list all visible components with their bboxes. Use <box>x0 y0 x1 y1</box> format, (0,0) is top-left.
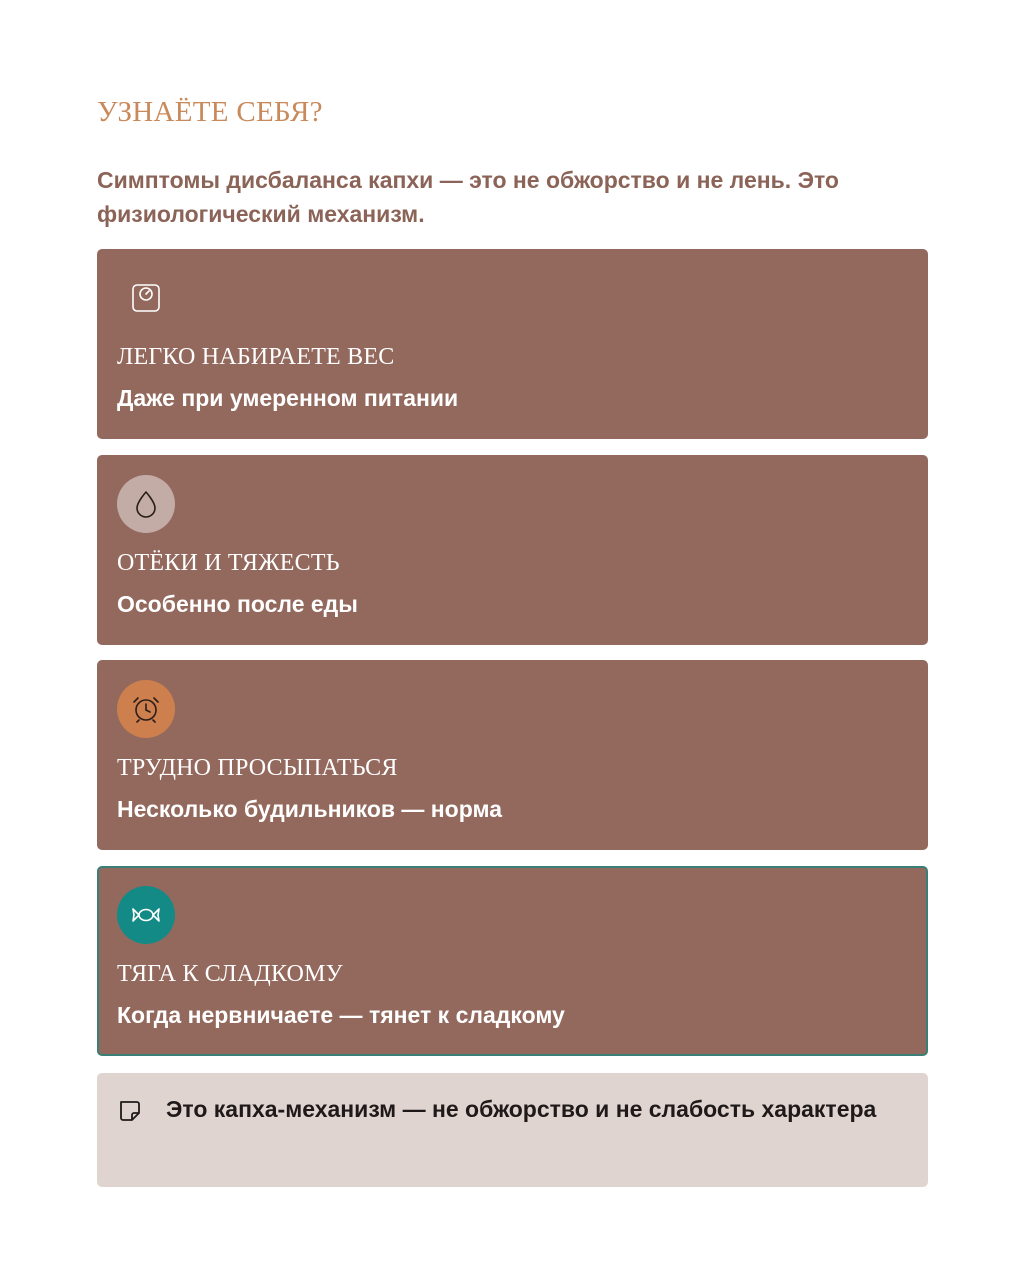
alarm-clock-icon <box>117 680 175 738</box>
scale-icon <box>117 269 175 327</box>
symptom-title: ЛЕГКО НАБИРАЕТЕ ВЕС <box>117 344 395 370</box>
symptom-card-swelling <box>97 455 928 645</box>
symptom-description: Даже при умеренном питании <box>117 385 459 411</box>
sticky-note-icon <box>117 1098 143 1124</box>
symptom-title: ТЯГА К СЛАДКОМУ <box>117 961 343 987</box>
symptom-description: Несколько будильников — норма <box>117 796 502 822</box>
symptom-card-weight <box>97 249 928 439</box>
section-heading: УЗНАЁТЕ СЕБЯ? <box>97 96 323 128</box>
note-text: Это капха-механизм — не обжорство и не слабость характера <box>166 1096 877 1122</box>
candy-icon <box>117 886 175 944</box>
symptom-title: ОТЁКИ И ТЯЖЕСТЬ <box>117 550 340 576</box>
symptom-card-waking <box>97 660 928 850</box>
note-box <box>97 1073 928 1187</box>
symptom-description: Особенно после еды <box>117 591 358 617</box>
symptom-card-sweet-cravings <box>97 866 928 1056</box>
symptom-title: ТРУДНО ПРОСЫПАТЬСЯ <box>117 755 398 781</box>
symptom-description: Когда нервничаете — тянет к сладкому <box>117 1002 565 1028</box>
drop-icon <box>117 475 175 533</box>
section-intro: Симптомы дисбаланса капхи — это не обжорство и не лень. Это физиологический механизм. <box>97 167 839 227</box>
